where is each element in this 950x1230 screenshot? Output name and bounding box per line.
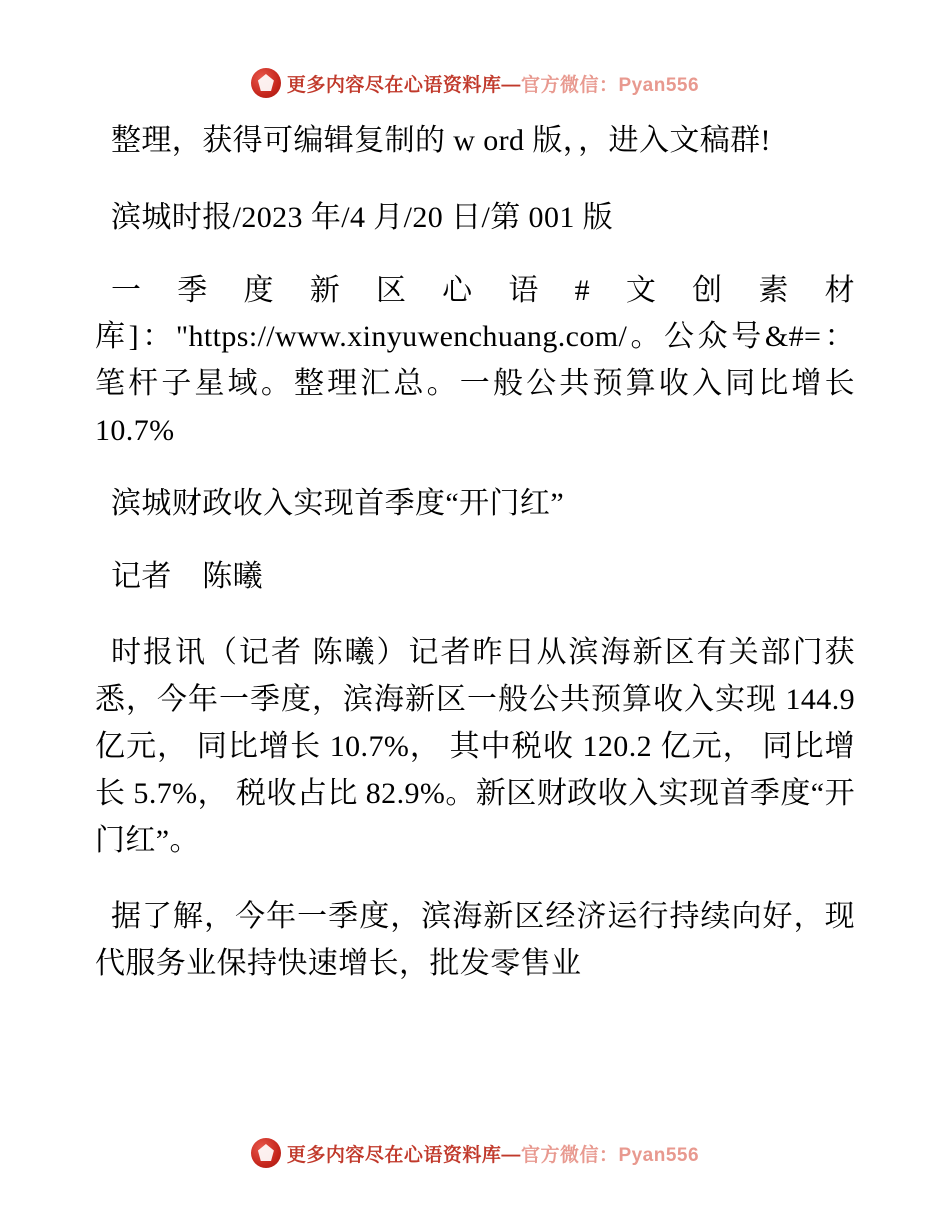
paragraph-byline: 记者 陈曦	[111, 559, 263, 593]
watermark-text	[287, 1140, 699, 1167]
circle-diamond-logo-icon	[251, 68, 281, 98]
paragraph-headline: 滨城财政收入实现首季度“开门红”	[111, 486, 565, 520]
paragraph-subheading: 一季度新区心语#文创素材库]："https://www.xinyuwenchuang.com/。公众号&#=：笔杆子星域。整理汇总。一般公共预算收入同比增长 10.7%	[95, 273, 855, 447]
watermark-sub-text: 官方微信：Pyan556	[520, 1144, 700, 1166]
document-body	[95, 118, 855, 1006]
paragraph-detail: 据了解，今年一季度，滨海新区经济运行持续向好，现代服务业保持快速增长，批发零售业	[95, 900, 855, 981]
watermark-bottom	[0, 1138, 950, 1168]
watermark-sub-text: 官方微信：Pyan556	[520, 74, 700, 96]
watermark-top	[0, 68, 950, 98]
paragraph-intro: 整理，获得可编辑复制的 w ord 版，，进入文稿群!	[111, 124, 771, 157]
paragraph-lead: 时报讯（记者 陈曦）记者昨日从滨海新区有关部门获悉，今年一季度，滨海新区一般公共预算收入实现 144.9 亿元， 同比增长 10.7%， 其中税收 120.2 亿元， 同比增长 5.7%， 税收占比 82.9%。新区财政收入实现首季度“开门红”。	[95, 636, 855, 857]
paragraph-source-line: 滨城时报/2023 年/4 月/20 日/第 001 版	[111, 200, 614, 234]
circle-diamond-logo-icon	[251, 1138, 281, 1168]
watermark-main-text: 更多内容尽在心语资料库—	[286, 74, 521, 96]
watermark-text	[287, 70, 699, 97]
watermark-main-text: 更多内容尽在心语资料库—	[286, 1144, 521, 1166]
